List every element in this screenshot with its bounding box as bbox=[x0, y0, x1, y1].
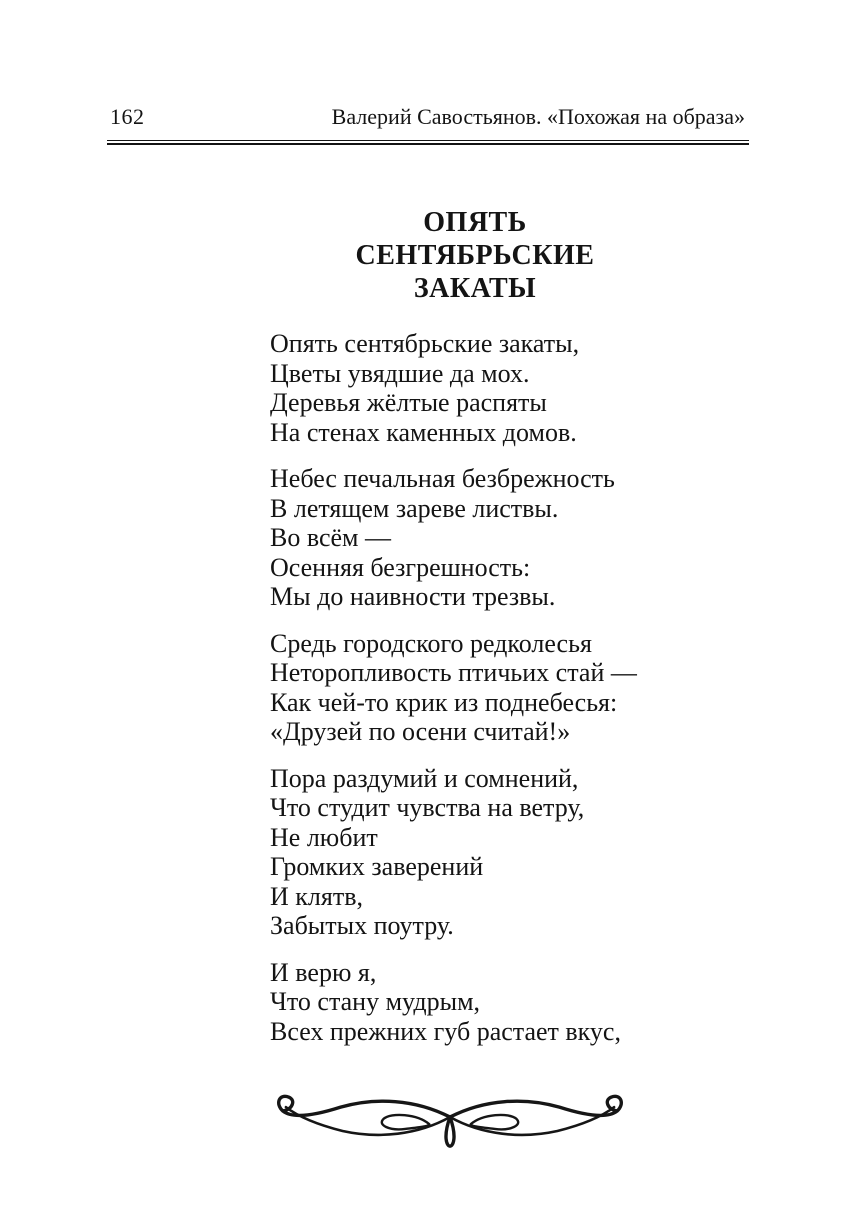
poem-line: На стенах каменных домов. bbox=[270, 417, 577, 447]
poem-line: И верю я, bbox=[270, 957, 377, 987]
stanza bbox=[270, 329, 637, 447]
poem-line: Цветы увядшие да мох. bbox=[270, 358, 530, 388]
poem-line: «Друзей по осени считай!» bbox=[270, 717, 571, 746]
poem-title-line: СЕНТЯБРЬСКИЕ bbox=[355, 240, 595, 271]
poem-line: Во всём — bbox=[270, 523, 391, 552]
header-rule bbox=[107, 140, 749, 145]
stanza bbox=[270, 464, 637, 612]
running-title: Валерий Савостьянов. «Похожая на образа» bbox=[331, 104, 745, 129]
poem-line: Пора раздумий и сомнений, bbox=[270, 763, 579, 793]
poem-line: Небес печальная безбрежность bbox=[270, 464, 615, 493]
running-header bbox=[110, 104, 745, 130]
poem-title-line: ОПЯТЬ bbox=[423, 207, 527, 238]
poem-line: В летящем зареве листвы. bbox=[270, 493, 559, 523]
poem-line: Громких заверений bbox=[270, 852, 484, 881]
poem-line: Всех прежних губ растает вкус, bbox=[270, 1016, 621, 1046]
poem-title-line: ЗАКАТЫ bbox=[413, 273, 537, 304]
stanza bbox=[270, 764, 637, 941]
poem-line: Что студит чувства на ветру, bbox=[270, 793, 585, 822]
poem-line: Как чей-то крик из поднебесья: bbox=[270, 687, 618, 717]
page-number: 162 bbox=[110, 104, 145, 129]
poem-line: Не любит bbox=[270, 822, 378, 852]
poem-line: Деревья жёлтые распяты bbox=[270, 388, 547, 417]
poem-title bbox=[270, 206, 680, 305]
poem-line: Мы до наивности трезвы. bbox=[270, 582, 556, 611]
poem-line: Неторопливость птичьих стай — bbox=[270, 658, 637, 687]
poem-body bbox=[270, 329, 637, 1063]
poem-line: Опять сентябрьские закаты, bbox=[270, 329, 580, 358]
stanza bbox=[270, 629, 637, 747]
poem-line: И клятв, bbox=[270, 881, 363, 911]
poem-line: Средь городского редколесья bbox=[270, 628, 592, 658]
flourish-ornament bbox=[271, 1090, 629, 1162]
poem-line: Забытых поутру. bbox=[270, 911, 454, 940]
stanza bbox=[270, 958, 637, 1047]
poem-line: Осенняя безгрешность: bbox=[270, 552, 531, 582]
poem-line: Что стану мудрым, bbox=[270, 987, 481, 1016]
